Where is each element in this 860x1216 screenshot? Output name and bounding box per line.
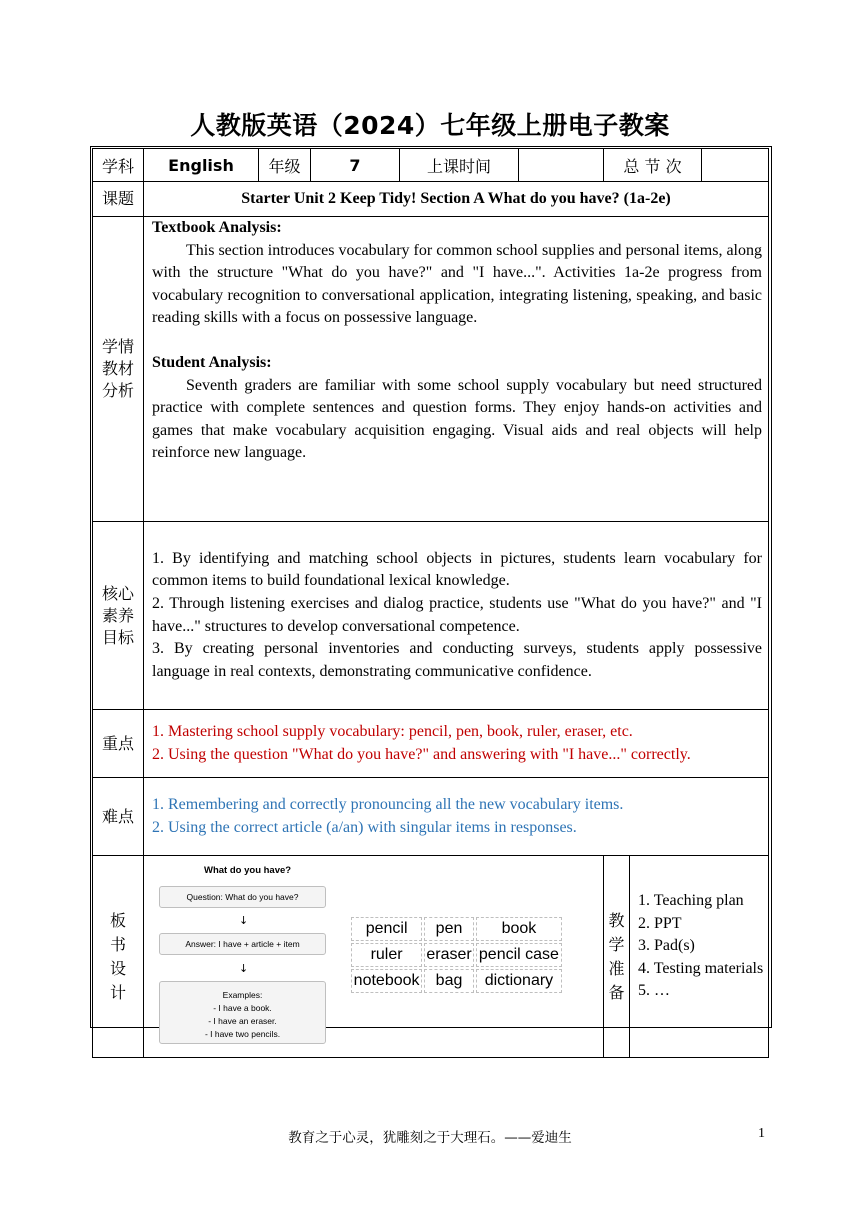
topic-label: 课题: [93, 182, 144, 217]
preparation-item: 3. Pad(s): [638, 937, 695, 955]
difficulties-content: [144, 778, 769, 856]
footer-quote: 教育之于心灵，犹雕刻之于大理石。——爱迪生: [288, 1130, 572, 1146]
grade-value: 7: [311, 149, 400, 182]
difficulties-label: 难点: [93, 778, 144, 856]
vocab-word: pencil: [351, 917, 422, 941]
preparation-label: 教 学 准 备: [604, 856, 630, 1058]
vocab-word: dictionary: [476, 969, 562, 993]
textbook-analysis-heading: Textbook Analysis:: [152, 219, 282, 236]
answer-box: Answer: I have + article + item: [159, 933, 326, 955]
board-diagram: [144, 856, 603, 1056]
vocab-word: pen: [424, 917, 474, 941]
key-point-item: 1. Mastering school supply vocabulary: pencil, pen, book, ruler, eraser, etc.: [152, 722, 633, 740]
examples-box: Examples: - I have a book. - I have an eraser. - I have two pencils.: [159, 981, 326, 1044]
key-points-row: [93, 710, 769, 778]
question-box: Question: What do you have?: [159, 886, 326, 908]
board-design-label: 板 书 设 计: [93, 856, 144, 1058]
key-points-label: 重点: [93, 710, 144, 778]
objectives-content: [144, 522, 769, 710]
lesson-plan-table: [92, 148, 769, 1058]
objective-item: 1. By identifying and matching school objects in pictures, students learn vocabulary for common items to build foundational lexical knowledge.: [152, 549, 762, 590]
subject-value: English: [144, 149, 259, 182]
board-row: [93, 856, 769, 1058]
key-point-item: 2. Using the question "What do you have?" and answering with "I have..." correctly.: [152, 745, 691, 763]
preparation-item: 2. PPT: [638, 914, 682, 932]
difficulty-item: 1. Remembering and correctly pronouncing all the new vocabulary items.: [152, 795, 624, 813]
objective-item: 2. Through listening exercises and dialog practice, students use "What do you have?" and "I have..." structures to develop conversational competence.: [152, 594, 762, 635]
page-number: 1: [758, 1126, 765, 1141]
class-time-value: [519, 149, 604, 182]
vocab-word: ruler: [351, 943, 422, 967]
analysis-content: [144, 217, 769, 522]
objective-item: 3. By creating personal inventories and conducting surveys, students apply possessive language in real contexts, demonstrating communicative confidence.: [152, 640, 762, 680]
arrow-down-icon: ↓: [239, 962, 249, 975]
analysis-label: 学情 教材 分析: [93, 217, 144, 522]
subject-label: 学科: [93, 149, 144, 182]
total-sessions-label: 总 节 次: [604, 149, 702, 182]
analysis-row: [93, 217, 769, 522]
board-design-content: [144, 856, 604, 1058]
vocabulary-grid: [349, 915, 564, 995]
topic-row: [93, 182, 769, 217]
difficulties-row: [93, 778, 769, 856]
difficulty-item: 2. Using the correct article (a/an) with singular items in responses.: [152, 818, 577, 836]
student-analysis-text: Seventh graders are familiar with some school supply vocabulary but need structured practice with complete sentences and question forms. They enjoy hands-on activities and games that make vocabulary acquisition engaging. Visual aids and real objects will help reinforce new language.: [152, 376, 762, 462]
grade-label: 年级: [259, 149, 311, 182]
textbook-analysis-text: This section introduces vocabulary for common school supplies and personal items, along with the structure "What do you have?" and "I have...". Activities 1a-2e progress from vocabulary recognition to conversational application, integrating listening, speaking, and basic reading skills with a focus on possessive language.: [152, 241, 762, 327]
objectives-label: 核心 素养 目标: [93, 522, 144, 710]
objectives-row: [93, 522, 769, 710]
vocab-word: eraser: [424, 943, 474, 967]
arrow-down-icon: ↓: [239, 914, 249, 927]
vocab-word: bag: [424, 969, 474, 993]
topic-value: Starter Unit 2 Keep Tidy! Section A What do you have? (1a-2e): [144, 182, 769, 217]
preparation-item: 1. Teaching plan: [638, 892, 744, 909]
board-heading: What do you have?: [204, 865, 292, 876]
vocab-word: pencil case: [476, 943, 562, 967]
vocab-word: book: [476, 917, 562, 941]
class-time-label: 上课时间: [400, 149, 519, 182]
key-points-content: [144, 710, 769, 778]
student-analysis-heading: Student Analysis:: [152, 353, 272, 371]
header-row: [93, 149, 769, 182]
vocab-word: notebook: [351, 969, 422, 993]
total-sessions-value: [702, 149, 769, 182]
preparation-item: 4. Testing materials: [638, 959, 764, 977]
preparation-item: 5. …: [638, 982, 670, 1000]
document-title: 人教版英语（2024）七年级上册电子教案: [190, 111, 670, 140]
preparation-content: [630, 856, 769, 1058]
